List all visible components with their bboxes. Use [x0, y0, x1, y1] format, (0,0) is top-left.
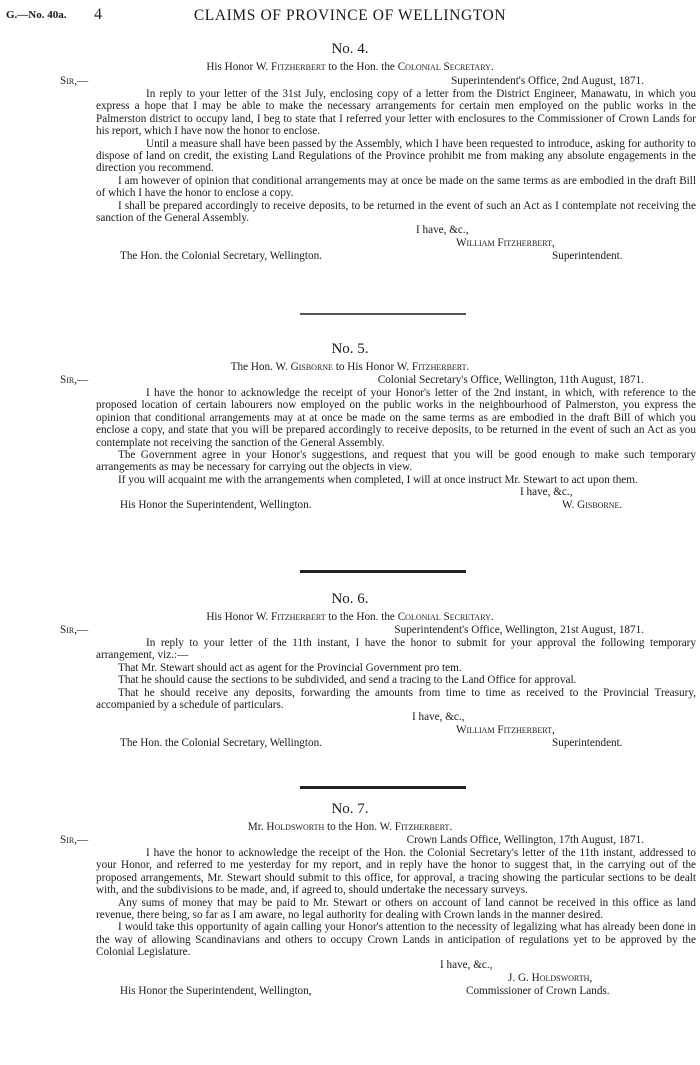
letter-number: No. 4.	[331, 41, 369, 57]
paragraph: If you will acquaint me with the arrangements when completed, I will at once instruct Mr. Stewart to act upon them.	[118, 473, 638, 486]
paragraph: I shall be prepared accordingly to receive deposits, to be returned in the event of such an Act as I contemplate not receiving the sanction of the General Assembly.	[96, 199, 696, 225]
letter-address: Superintendent's Office, Wellington, 21st August, 1871.	[394, 624, 644, 636]
closing: I have, &c.,	[416, 224, 469, 237]
closing: I have, &c.,	[412, 711, 465, 724]
divider	[300, 570, 466, 573]
letter-heading: His Honor W. Fitzherbert to the Hon. the Colonial Secretary.	[206, 611, 494, 623]
paragraph: I would take this opportunity of again calling your Honor's attention to the necessity of legalizing what has already been done in the way of allowing Scandinavians and others to occupy Crown Lands in anticipation of regulations yet to be approved by the Colonial Legislature.	[96, 921, 696, 959]
paragraph: Until a measure shall have been passed by the Assembly, which I have been requested to introduce, asking for authority to dispose of land on credit, the existing Land Regulations of the Province prohibit me from making any absolute engagements in the direction you recommend.	[96, 137, 696, 175]
letter-address: Crown Lands Office, Wellington, 17th August, 1871.	[406, 834, 644, 846]
signature: William Fitzherbert,	[456, 237, 555, 250]
paragraph: I am however of opinion that conditional arrangements may at once be made on the same terms as are embodied in the draft Bill of which I have the honor to enclose a copy.	[96, 174, 696, 200]
letter-heading: His Honor W. Fitzherbert to the Hon. the Colonial Secretary.	[206, 61, 494, 73]
salutation: Sir,—	[60, 374, 89, 386]
signatory-title: Commissioner of Crown Lands.	[466, 984, 610, 997]
signatory-title: Superintendent.	[552, 737, 623, 750]
paragraph: That he should receive any deposits, forwarding the amounts from time to time as received to the Provincial Treasury, accompanied by a schedule of particulars.	[96, 686, 696, 712]
letter-address: Superintendent's Office, 2nd August, 1871.	[451, 75, 644, 87]
letter-number: No. 5.	[331, 341, 369, 357]
page-number: 4	[94, 6, 102, 23]
divider	[300, 313, 466, 315]
paragraph: That Mr. Stewart should act as agent for the Provincial Government pro tem.	[118, 661, 462, 674]
divider	[300, 786, 466, 789]
paragraph: In reply to your letter of the 31st July, enclosing copy of a letter from the District Engineer, Manawatu, in which you express a hope that I may be able to make the necessary arrangements for certain men employed on the public works in the Palmerston district to occupy land, I beg to state that I referred your letter with enclosures to the Commissioner of Crown Lands for his report, which I have now the honor to enclose.	[96, 88, 696, 138]
page-title: CLAIMS OF PROVINCE OF WELLINGTON	[193, 7, 507, 24]
letter-no-7	[0, 800, 700, 998]
paragraph: I have the honor to acknowledge the receipt of your Honor's letter of the 2nd instant, in which, with reference to the proposed location of certain labourers now employed on the public works in the neighbourhood of Palmerston, you express the opinion that conditional arrangements may at at once be made on the same terms as are embodied in the draft Bill of which you enclose a copy, and state that you will be prepared accordingly to receive deposits, to be returned in the event of such an Act as you contemplate not receiving the sanction of the General Assembly.	[96, 387, 696, 449]
recipient: His Honor the Superintendent, Wellington,	[120, 984, 312, 997]
closing: I have, &c.,	[520, 486, 573, 499]
salutation: Sir,—	[60, 624, 89, 636]
document-reference: G.—No. 40a.	[6, 9, 67, 21]
letter-no-6	[0, 590, 700, 750]
letter-number: No. 7.	[331, 801, 369, 817]
letter-no-5	[0, 340, 700, 512]
paragraph: I have the honor to acknowledge the receipt of the Hon. the Colonial Secretary's letter of the 11th instant, addressed to your Honor, and referred to me yesterday for my report, and in reply have the honor to suggest that, in the carrying out of the proposed arrangements, Mr. Stewart should submit to this office, for approval, a tracing showing the particular sections to be dealt with, and the subdivisions to be made, and, if agreed to, should undertake the necessary surveys.	[96, 847, 696, 897]
signature: William Fitzherbert,	[456, 724, 555, 737]
letter-heading: Mr. Holdsworth to the Hon. W. Fitzherbert.	[247, 821, 453, 833]
recipient: The Hon. the Colonial Secretary, Wellington.	[120, 250, 322, 263]
letter-address: Colonial Secretary's Office, Wellington, 11th August, 1871.	[377, 374, 644, 386]
paragraph: In reply to your letter of the 11th instant, I have the honor to submit for your approval the following temporary arrangement, viz.:—	[96, 637, 696, 662]
salutation: Sir,—	[60, 834, 89, 846]
letter-no-4	[0, 40, 700, 263]
letter-heading: The Hon. W. Gisborne to His Honor W. Fitzherbert.	[230, 361, 470, 373]
paragraph: That he should cause the sections to be subdivided, and send a tracing to the Land Office for approval.	[118, 674, 577, 687]
signature: J. G. Holdsworth,	[508, 971, 593, 984]
closing: I have, &c.,	[440, 958, 493, 971]
letter-number: No. 6.	[331, 591, 369, 607]
paragraph: Any sums of money that may be paid to Mr. Stewart or others on account of land cannot be received in this office as land revenue, there being, so far as I am aware, no legal authority for dealing with Crown lands in the manner desired.	[96, 896, 696, 922]
paragraph: The Government agree in your Honor's suggestions, and request that you will be good enough to make such temporary arrangements as may be necessary for carrying out the objects in view.	[96, 449, 696, 474]
signature: W. Gisborne.	[562, 499, 623, 512]
recipient: The Hon. the Colonial Secretary, Wellington.	[120, 737, 322, 750]
page-header	[6, 6, 694, 28]
salutation: Sir,—	[60, 75, 89, 87]
recipient: His Honor the Superintendent, Wellington.	[120, 499, 312, 512]
signatory-title: Superintendent.	[552, 250, 623, 263]
